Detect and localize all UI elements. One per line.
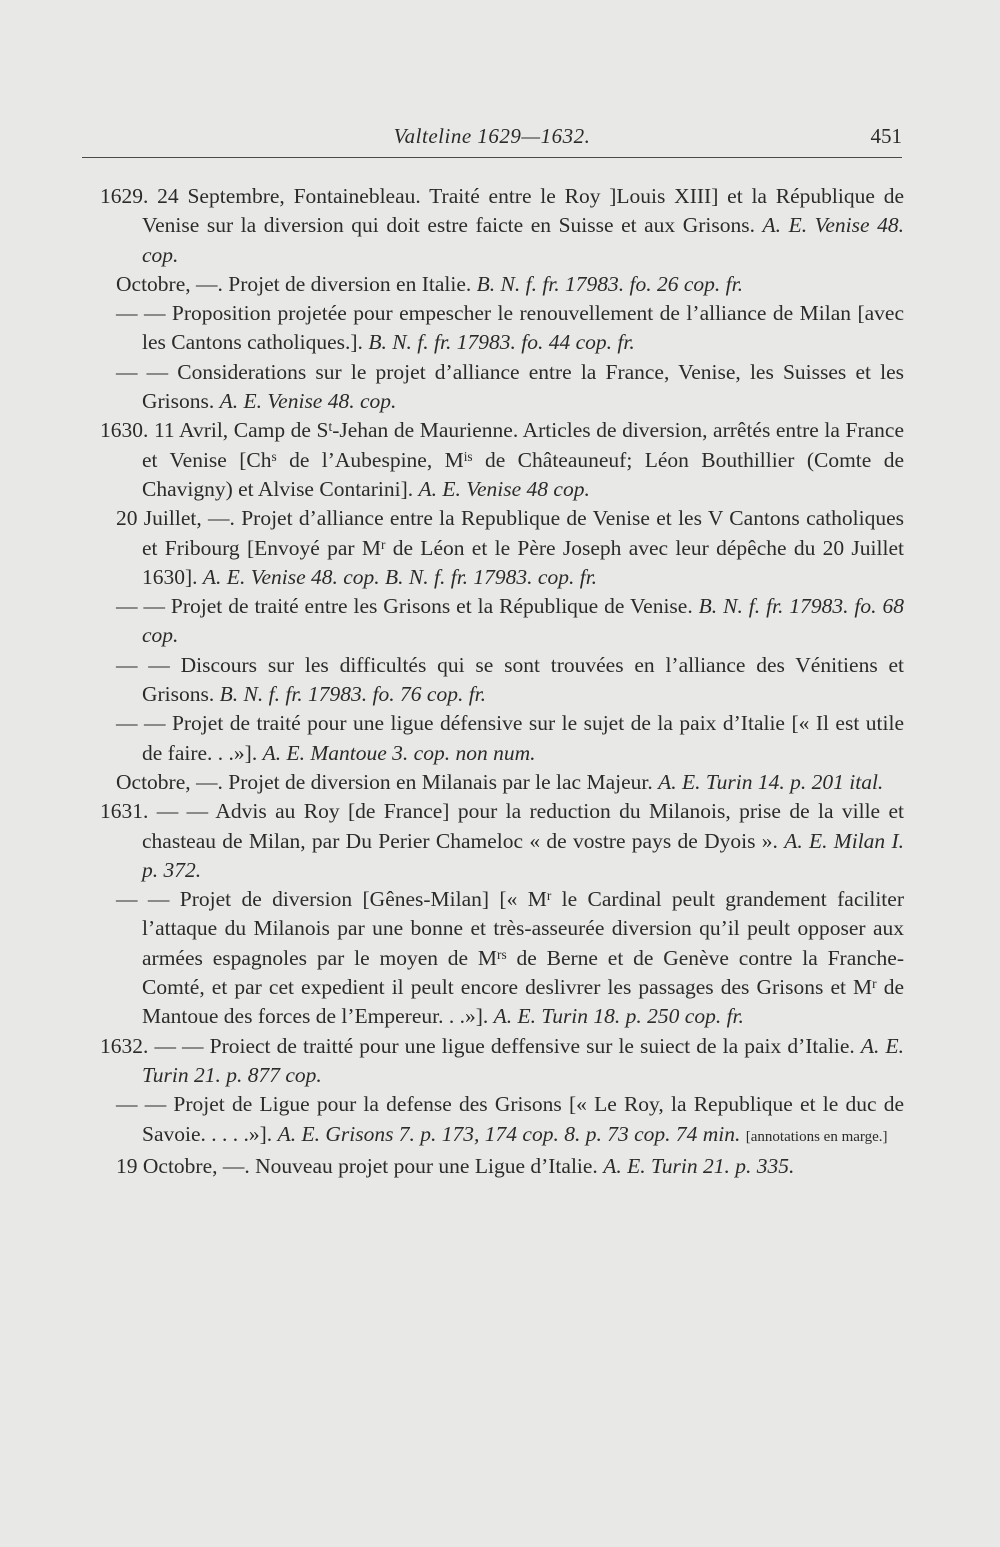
entry-text: — — Projet de Ligue pour la defense des Grisons [« Le Roy, la Republique et le duc de Savoie. . . . .»]. — [116, 1092, 904, 1146]
entry — [116, 651, 904, 710]
citation-reference: A. E. Grisons 7. p. 173, 174 cop. 8. p. 73 cop. 74 min. — [277, 1121, 741, 1146]
entry — [116, 504, 904, 592]
entry — [116, 592, 904, 651]
entry — [100, 416, 904, 504]
citation-reference: A. E. Milan I. p. 372. — [142, 828, 904, 882]
entry-text: le Cardinal peult grandement faciliter l’attaque du Milanois par une bonne et très-asseurée diversion qu’il peult opposer aux armées espagnoles par le moyen de M — [142, 887, 904, 970]
citation-reference: B. N. f. fr. 17983. fo. 68 cop. — [142, 594, 904, 648]
entry-text: — — Projet de traité entre les Grisons et la République de Venise. — [116, 594, 699, 619]
superscript: r — [380, 536, 386, 552]
entry-text: de Berne et de Genève contre la Franche-Comté, et par cet expedient il peult encore deslivrer les passages des Grisons et M — [142, 945, 904, 1000]
superscript: r — [872, 976, 877, 992]
citation-reference: A. E. Venise 48. cop. — [142, 213, 904, 267]
entry — [116, 299, 904, 358]
citation-reference: B. N. f. fr. 17983. fo. 76 cop. fr. — [219, 682, 487, 707]
citation-reference: B. N. f. fr. 17983. fo. 26 cop. fr. — [476, 271, 744, 296]
entry — [100, 1032, 904, 1091]
citation-reference: A. E. Turin 18. p. 250 cop. fr. — [493, 1004, 744, 1029]
entry — [100, 182, 904, 270]
citation-reference: A. E. Turin 21. p. 877 cop. — [142, 1033, 904, 1087]
entry-text: — — Discours sur les difficultés qui se sont trouvées en l’alliance des Vénitiens et Grisons. — [116, 652, 904, 707]
entry-text: — — Considerations sur le projet d’alliance entre la France, Venise, les Suisses et les Grisons. — [116, 359, 904, 414]
note-text: [annotations en marge.] — [745, 1128, 888, 1145]
citation-reference: A. E. Mantoue 3. cop. non num. — [262, 740, 536, 765]
citation-reference: A. E. Turin 14. p. 201 ital. — [658, 769, 884, 794]
entry-text: Octobre, —. Projet de diversion en Milanais par le lac Majeur. — [116, 769, 659, 794]
entry — [116, 1090, 904, 1152]
superscript: r — [546, 888, 552, 904]
entry-text: de Mantoue des forces de l’Empereur. . .»]. — [142, 975, 904, 1029]
entry-text: de Léon et le Père Joseph avec leur dépêche du 20 Juillet 1630]. — [142, 535, 904, 589]
entry-text: Octobre, —. Projet de diversion en Italie. — [116, 271, 477, 296]
entry-text: — — Proposition projetée pour empescher le renouvellement de l’alliance de Milan [avec les Cantons catholiques.]. — [116, 301, 904, 355]
citation-reference: A. E. Venise 48. cop. B. N. f. fr. 17983. cop. fr. — [202, 564, 598, 589]
entry — [116, 709, 904, 768]
entries-list — [100, 182, 904, 1181]
running-title: Valteline 1629—1632. — [393, 124, 591, 148]
entry-text: -Jehan de Maurienne. Articles de diversion, arrêtés entre la France et Venise [Ch — [142, 418, 904, 472]
superscript: s — [271, 448, 277, 464]
superscript: rs — [497, 946, 507, 962]
entry-text: — — Projet de diversion [Gênes-Milan] [« M — [116, 887, 547, 912]
entry-text: 1629. 24 Septembre, Fontainebleau. Traité entre le Roy ]Louis XIII] et la République de Venise sur la diversion qui doit estre faicte en Suisse et aux Grisons. — [100, 184, 904, 238]
citation-reference: A. E. Venise 48. cop. — [219, 389, 397, 414]
entry-text: 19 Octobre, —. Nouveau projet pour une Ligue d’Italie. — [116, 1153, 604, 1178]
citation-reference: B. N. f. fr. 17983. fo. 44 cop. fr. — [368, 330, 635, 355]
entry-text: — — Projet de traité pour une ligue défensive sur le sujet de la paix d’Italie [« Il est utile de faire. . .»]. — [116, 711, 904, 765]
entry-text: de l’Aubespine, M — [276, 447, 464, 472]
page-header — [82, 124, 902, 158]
citation-reference: A. E. Venise 48 cop. — [418, 476, 590, 501]
entry — [116, 1152, 904, 1181]
page-number: 451 — [870, 124, 902, 148]
entry-text: de Châteauneuf; Léon Bouthillier (Comte de Chavigny) et Alvise Contarini]. — [142, 447, 904, 501]
header-rule — [82, 157, 902, 158]
entry — [100, 797, 904, 885]
superscript: is — [463, 448, 473, 464]
entry-text: 20 Juillet, —. Projet d’alliance entre la Republique de Venise et les V Cantons catholiques et Fribourg [Envoyé par M — [116, 506, 904, 560]
entry-text: 1631. — — Advis au Roy [de France] pour la reduction du Milanois, prise de la ville et chasteau de Milan, par Du Perier Chameloc « de vostre pays de Dyois ». — [100, 799, 904, 853]
entry-text: 1632. — — Proiect de traitté pour une ligue deffensive sur le suiect de la paix d’Italie. — [100, 1033, 861, 1058]
superscript: t — [328, 419, 333, 435]
entry — [116, 885, 904, 1031]
entry — [116, 270, 904, 299]
entry-text: 1630. 11 Avril, Camp de S — [100, 418, 329, 443]
entry — [116, 768, 904, 797]
citation-reference: A. E. Turin 21. p. 335. — [603, 1153, 795, 1178]
entry — [116, 358, 904, 417]
